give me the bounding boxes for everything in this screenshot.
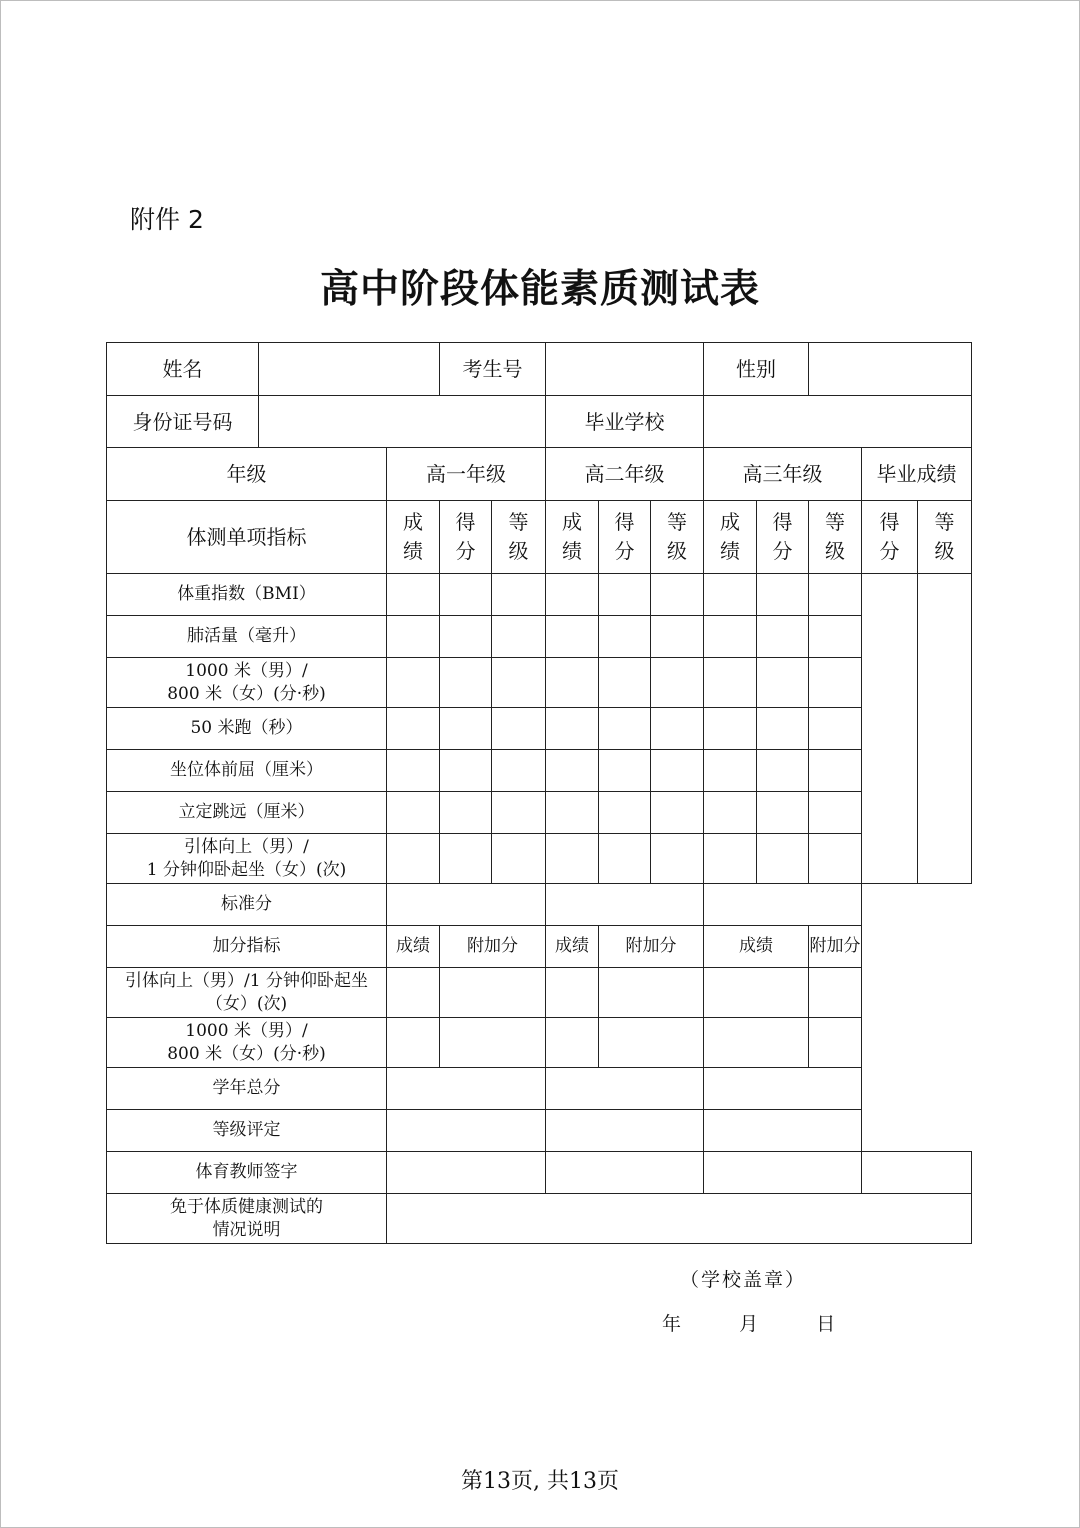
- school-field[interactable]: [704, 396, 972, 448]
- g3-annual-total[interactable]: [704, 1068, 862, 1110]
- month-label: 月: [739, 1313, 759, 1335]
- score-cell[interactable]: [599, 708, 651, 750]
- g2-teacher-sign[interactable]: [546, 1152, 704, 1194]
- score-cell[interactable]: [704, 750, 757, 792]
- exam-no-field[interactable]: [546, 343, 704, 396]
- test-item-label-line: 坐位体前屈（厘米）: [170, 760, 323, 781]
- day-label: 日: [816, 1313, 836, 1335]
- subheader-row: [107, 501, 972, 574]
- score-cell[interactable]: [809, 658, 862, 708]
- g3-teacher-sign[interactable]: [704, 1152, 862, 1194]
- exam-no-label: 考生号: [440, 343, 546, 396]
- test-item-label: [107, 574, 387, 616]
- score-cell[interactable]: [492, 750, 546, 792]
- score-cell[interactable]: [440, 750, 492, 792]
- page-number: 第13页, 共13页: [461, 1469, 619, 1494]
- test-item-label: [107, 834, 387, 884]
- test-item-label-line: 1000 米（男）/: [185, 660, 308, 681]
- g3-points-header: [757, 501, 809, 574]
- score-cell[interactable]: [387, 834, 440, 884]
- id-field[interactable]: [259, 396, 546, 448]
- score-cell[interactable]: [651, 616, 704, 658]
- bonus-item-label-line: 1000 米（男）/: [185, 1020, 308, 1041]
- score-cell[interactable]: [704, 574, 757, 616]
- level-eval-row: [107, 1110, 972, 1152]
- test-item-label-line: 50 米跑（秒）: [190, 718, 303, 739]
- score-cell[interactable]: [387, 616, 440, 658]
- bonus-cell[interactable]: [440, 1018, 546, 1068]
- g3-score-header: [704, 501, 757, 574]
- exemption-field[interactable]: [387, 1194, 972, 1244]
- score-cell[interactable]: [651, 574, 704, 616]
- g3-level-header: [809, 501, 862, 574]
- g2-standard-score[interactable]: [546, 884, 704, 926]
- test-item-label-line: 引体向上（男）/: [184, 836, 309, 857]
- header-text: 等 级: [934, 510, 955, 563]
- bonus-cell[interactable]: [704, 968, 809, 1018]
- test-item-row: [107, 616, 972, 658]
- exemption-label-line1: 免于体质健康测试的: [170, 1196, 323, 1217]
- test-item-label-line: 立定跳远（厘米）: [178, 802, 315, 823]
- bonus-item-label: [107, 968, 387, 1018]
- g1-points-header: [440, 501, 492, 574]
- g1-level-eval[interactable]: [387, 1110, 546, 1152]
- bonus-cell[interactable]: [599, 968, 704, 1018]
- bonus-label: 加分指标: [107, 926, 387, 968]
- score-cell[interactable]: [440, 658, 492, 708]
- g2-bonus-score-label: 成绩: [546, 926, 599, 968]
- header-text: 等 级: [825, 510, 846, 563]
- test-item-label: [107, 616, 387, 658]
- score-cell[interactable]: [809, 834, 862, 884]
- g2-annual-total[interactable]: [546, 1068, 704, 1110]
- g1-standard-score[interactable]: [387, 884, 546, 926]
- standard-score-row: [107, 884, 972, 926]
- info-row-2: [107, 396, 972, 448]
- g3-bonus-score-label: 成绩: [704, 926, 809, 968]
- graduation-header: 毕业成绩: [862, 448, 972, 501]
- test-item-label-line: 1 分钟仰卧起坐（女）(次): [146, 859, 347, 880]
- bonus-cell[interactable]: [387, 968, 440, 1018]
- id-label: 身份证号码: [107, 396, 259, 448]
- page-title: 高中阶段体能素质测试表: [319, 266, 760, 312]
- score-cell[interactable]: [757, 792, 809, 834]
- bonus-cell[interactable]: [704, 1018, 809, 1068]
- g2-bonus-extra-label: 附加分: [599, 926, 704, 968]
- bonus-item-label: [107, 1018, 387, 1068]
- test-item-row: [107, 708, 972, 750]
- grade-header-row: [107, 448, 972, 501]
- score-cell[interactable]: [757, 834, 809, 884]
- test-item-label: [107, 708, 387, 750]
- g2-score-header: [546, 501, 599, 574]
- score-cell[interactable]: [387, 708, 440, 750]
- test-item-row: [107, 750, 972, 792]
- graduation-level-cell[interactable]: [918, 574, 972, 884]
- bonus-cell[interactable]: [809, 968, 862, 1018]
- header-text: 成 绩: [403, 510, 423, 563]
- test-item-row: [107, 834, 972, 884]
- score-cell[interactable]: [599, 834, 651, 884]
- score-cell[interactable]: [599, 658, 651, 708]
- grade3-header: 高三年级: [704, 448, 862, 501]
- score-cell[interactable]: [440, 574, 492, 616]
- bonus-item-row: [107, 968, 972, 1018]
- score-cell[interactable]: [651, 708, 704, 750]
- bonus-cell[interactable]: [387, 1018, 440, 1068]
- score-cell[interactable]: [387, 574, 440, 616]
- score-cell[interactable]: [440, 616, 492, 658]
- grade1-header: 高一年级: [387, 448, 546, 501]
- score-cell[interactable]: [757, 616, 809, 658]
- header-text: 得 分: [614, 510, 635, 563]
- score-cell[interactable]: [440, 792, 492, 834]
- test-item-label: [107, 658, 387, 708]
- score-cell[interactable]: [599, 750, 651, 792]
- score-cell[interactable]: [387, 658, 440, 708]
- score-cell[interactable]: [704, 834, 757, 884]
- date-line: [662, 1309, 835, 1336]
- score-cell[interactable]: [492, 574, 546, 616]
- score-cell[interactable]: [546, 792, 599, 834]
- level-eval-label: 等级评定: [107, 1110, 387, 1152]
- score-cell[interactable]: [599, 616, 651, 658]
- score-cell[interactable]: [651, 834, 704, 884]
- header-text: 等 级: [667, 510, 687, 563]
- header-text: 等 级: [508, 510, 529, 563]
- g2-points-header: [599, 501, 651, 574]
- score-cell[interactable]: [492, 834, 546, 884]
- score-cell[interactable]: [651, 792, 704, 834]
- score-cell[interactable]: [440, 708, 492, 750]
- score-cell[interactable]: [492, 616, 546, 658]
- score-cell[interactable]: [704, 616, 757, 658]
- header-text: 成 绩: [720, 510, 741, 563]
- score-cell[interactable]: [546, 616, 599, 658]
- g2-level-header: [651, 501, 704, 574]
- teacher-sign-label: 体育教师签字: [107, 1152, 387, 1194]
- score-cell[interactable]: [757, 574, 809, 616]
- score-cell[interactable]: [492, 792, 546, 834]
- score-cell[interactable]: [809, 616, 862, 658]
- header-text: 得 分: [879, 510, 900, 563]
- fitness-test-form: [106, 342, 972, 1244]
- score-cell[interactable]: [492, 658, 546, 708]
- score-cell[interactable]: [546, 750, 599, 792]
- score-cell[interactable]: [757, 708, 809, 750]
- score-cell[interactable]: [546, 658, 599, 708]
- score-cell[interactable]: [387, 750, 440, 792]
- score-cell[interactable]: [387, 792, 440, 834]
- bonus-cell[interactable]: [440, 968, 546, 1018]
- school-stamp-label: （学校盖章）: [680, 1269, 807, 1291]
- bonus-item-row: [107, 1018, 972, 1068]
- g3-bonus-extra-label: 附加分: [809, 926, 862, 968]
- standard-score-label: 标准分: [107, 884, 387, 926]
- score-cell[interactable]: [704, 792, 757, 834]
- score-cell[interactable]: [599, 574, 651, 616]
- annual-total-label: 学年总分: [107, 1068, 387, 1110]
- score-cell[interactable]: [809, 708, 862, 750]
- header-text: 成 绩: [562, 510, 582, 563]
- graduation-points-header: [862, 501, 918, 574]
- bonus-cell[interactable]: [546, 1018, 599, 1068]
- score-cell[interactable]: [651, 658, 704, 708]
- score-cell[interactable]: [757, 750, 809, 792]
- test-item-label-line: 体重指数（BMI）: [177, 584, 316, 605]
- gender-label: 性别: [704, 343, 809, 396]
- g3-level-eval[interactable]: [704, 1110, 862, 1152]
- info-row-1: [107, 343, 972, 396]
- gender-field[interactable]: [809, 343, 972, 396]
- score-cell[interactable]: [704, 708, 757, 750]
- item-label: 体测单项指标: [107, 501, 387, 574]
- score-cell[interactable]: [757, 658, 809, 708]
- name-label: 姓名: [107, 343, 259, 396]
- score-cell[interactable]: [704, 658, 757, 708]
- bonus-header-row: [107, 926, 972, 968]
- score-cell[interactable]: [809, 574, 862, 616]
- school-label: 毕业学校: [546, 396, 704, 448]
- score-cell[interactable]: [440, 834, 492, 884]
- annual-total-row: [107, 1068, 972, 1110]
- year-label: 年: [662, 1313, 682, 1335]
- test-item-label: [107, 750, 387, 792]
- test-item-row: [107, 792, 972, 834]
- g1-bonus-score-label: 成绩: [387, 926, 440, 968]
- header-text: 得 分: [772, 510, 793, 563]
- header-text: 得 分: [455, 510, 476, 563]
- test-item-label: [107, 792, 387, 834]
- attachment-label: 附件 2: [130, 205, 204, 234]
- exemption-label-line2: 情况说明: [212, 1219, 281, 1240]
- grade-label: 年级: [107, 448, 387, 501]
- teacher-sign-row: [107, 1152, 972, 1194]
- score-cell[interactable]: [809, 792, 862, 834]
- graduation-teacher-sign[interactable]: [862, 1152, 972, 1194]
- score-cell[interactable]: [492, 708, 546, 750]
- bonus-cell[interactable]: [546, 968, 599, 1018]
- bonus-item-label-line: 800 米（女）(分·秒): [167, 1043, 326, 1064]
- graduation-level-header: [918, 501, 972, 574]
- grade2-header: 高二年级: [546, 448, 704, 501]
- g1-score-header: [387, 501, 440, 574]
- g1-annual-total[interactable]: [387, 1068, 546, 1110]
- g1-teacher-sign[interactable]: [387, 1152, 546, 1194]
- bonus-item-label-line: 引体向上（男）/1 分钟仰卧起坐: [125, 970, 368, 991]
- score-cell[interactable]: [546, 708, 599, 750]
- graduation-points-cell[interactable]: [862, 574, 918, 884]
- g1-level-header: [492, 501, 546, 574]
- test-item-label-line: 800 米（女）(分·秒): [167, 683, 326, 704]
- score-cell[interactable]: [651, 750, 704, 792]
- bonus-item-label-line: （女）(次): [205, 993, 288, 1014]
- name-field[interactable]: [259, 343, 440, 396]
- bonus-cell[interactable]: [599, 1018, 704, 1068]
- score-cell[interactable]: [599, 792, 651, 834]
- bonus-cell[interactable]: [809, 1018, 862, 1068]
- test-item-label-line: 肺活量（毫升）: [187, 626, 306, 647]
- score-cell[interactable]: [546, 574, 599, 616]
- test-item-row: [107, 658, 972, 708]
- exemption-label: [107, 1194, 387, 1244]
- test-item-row: [107, 574, 972, 616]
- g2-level-eval[interactable]: [546, 1110, 704, 1152]
- g1-bonus-extra-label: 附加分: [440, 926, 546, 968]
- score-cell[interactable]: [809, 750, 862, 792]
- exemption-row: [107, 1194, 972, 1244]
- score-cell[interactable]: [546, 834, 599, 884]
- g3-standard-score[interactable]: [704, 884, 862, 926]
